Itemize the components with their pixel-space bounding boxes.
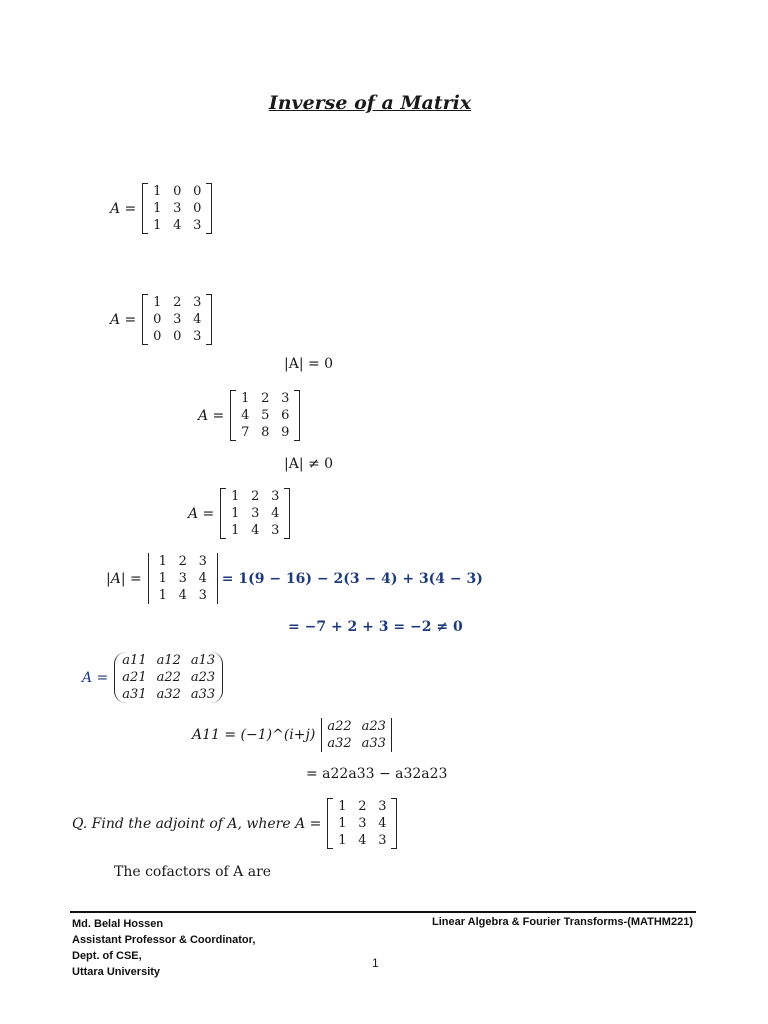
matrix xyxy=(220,488,290,539)
cell: 1 xyxy=(338,833,347,848)
matrix xyxy=(142,294,212,345)
author-university: Uttara University xyxy=(72,966,161,978)
matrix-equation-4 xyxy=(188,488,290,539)
author-role: Assistant Professor & Coordinator, xyxy=(72,934,256,946)
cell: a11 xyxy=(122,653,147,668)
cell: 0 xyxy=(153,329,162,344)
lhs: A = xyxy=(110,311,137,328)
cell: 2 xyxy=(261,391,270,406)
det-text: |A| ≠ 0 xyxy=(284,456,334,472)
cell: 4 xyxy=(198,571,207,586)
cell: a32 xyxy=(327,736,352,751)
cell: 4 xyxy=(251,523,260,538)
cell: 1 xyxy=(231,506,240,521)
cell: 1 xyxy=(153,201,162,216)
cell: 2 xyxy=(173,295,182,310)
cell: 9 xyxy=(281,425,290,440)
cell: 8 xyxy=(261,425,270,440)
cell: a23 xyxy=(190,670,216,685)
cofactors-heading xyxy=(114,864,271,880)
cell: 1 xyxy=(338,799,347,814)
det-text: |A| = 0 xyxy=(284,356,334,372)
matrix-equation-3 xyxy=(198,390,300,441)
generic-matrix-equation xyxy=(82,652,223,703)
cell: 1 xyxy=(158,571,167,586)
cell: 0 xyxy=(173,329,182,344)
cell: 2 xyxy=(178,554,187,569)
cell: 3 xyxy=(358,816,367,831)
cell: 4 xyxy=(271,506,280,521)
cell: 3 xyxy=(198,554,207,569)
cell: 4 xyxy=(173,218,182,233)
footer-divider xyxy=(70,911,696,913)
determinant-expansion xyxy=(106,553,483,604)
cell: 3 xyxy=(378,799,387,814)
cell: a13 xyxy=(190,653,216,668)
cell: 2 xyxy=(358,799,367,814)
cell: 3 xyxy=(271,489,280,504)
cell: 0 xyxy=(173,184,182,199)
cell: 0 xyxy=(193,201,202,216)
cell: 3 xyxy=(173,312,182,327)
cell: a31 xyxy=(122,687,147,702)
determinant-result xyxy=(288,619,463,635)
author-name: Md. Belal Hossen xyxy=(72,918,164,930)
page-title: Inverse of a Matrix xyxy=(268,92,472,114)
determinant-nonzero xyxy=(284,456,333,472)
cell: 1 xyxy=(231,523,240,538)
cell: 1 xyxy=(338,816,347,831)
cell: 0 xyxy=(193,184,202,199)
cell: 3 xyxy=(193,295,202,310)
cell: 1 xyxy=(153,218,162,233)
cell: a23 xyxy=(361,719,386,734)
cell: 4 xyxy=(178,588,187,603)
cell: a32 xyxy=(156,687,181,702)
cell: a33 xyxy=(190,687,216,702)
cell: 4 xyxy=(378,816,387,831)
cell: a12 xyxy=(156,653,181,668)
cell: 1 xyxy=(231,489,240,504)
cofactor-equation xyxy=(192,718,392,752)
cell: 3 xyxy=(378,833,387,848)
cell: 3 xyxy=(193,329,202,344)
cell: a22 xyxy=(156,670,181,685)
question xyxy=(72,798,397,849)
lhs: A = xyxy=(188,505,215,522)
author-dept: Dept. of CSE, xyxy=(72,950,142,962)
matrix xyxy=(114,652,223,703)
cell: 1 xyxy=(153,184,162,199)
cell: 7 xyxy=(241,425,250,440)
result-text: = −7 + 2 + 3 = −2 ≠ 0 xyxy=(288,619,463,635)
lhs: A = xyxy=(82,669,109,686)
lhs: |A| = xyxy=(106,570,142,587)
matrix xyxy=(230,390,300,441)
cell: 3 xyxy=(271,523,280,538)
footer-author-block xyxy=(72,916,255,980)
cell: 5 xyxy=(261,408,270,423)
cell: 3 xyxy=(173,201,182,216)
page-number: 1 xyxy=(372,956,379,970)
lhs: A = xyxy=(198,407,225,424)
cell: 1 xyxy=(153,295,162,310)
cell: a21 xyxy=(122,670,147,685)
cell: 0 xyxy=(153,312,162,327)
cofactor-result xyxy=(306,766,447,782)
cell: 1 xyxy=(241,391,250,406)
matrix xyxy=(327,798,397,849)
lhs: A = xyxy=(110,200,137,217)
cell: 4 xyxy=(241,408,250,423)
cell: 3 xyxy=(193,218,202,233)
cell: 1 xyxy=(158,554,167,569)
cell: 3 xyxy=(251,506,260,521)
cell: 4 xyxy=(193,312,202,327)
matrix xyxy=(142,183,212,234)
determinant xyxy=(148,553,218,604)
cell: 2 xyxy=(251,489,260,504)
cell: a22 xyxy=(327,719,352,734)
cell: 3 xyxy=(178,571,187,586)
cofactors-text: The cofactors of A are xyxy=(114,864,272,880)
lhs: A11 = (−1)^(i+j) xyxy=(192,727,316,743)
minor-determinant xyxy=(321,718,392,752)
cell: 4 xyxy=(358,833,367,848)
matrix-equation-1 xyxy=(110,183,212,234)
determinant-zero xyxy=(284,356,333,372)
cell: 1 xyxy=(158,588,167,603)
question-text: Q. Find the adjoint of A, where A = xyxy=(72,815,322,832)
cell: a33 xyxy=(361,736,386,751)
cell: 3 xyxy=(281,391,290,406)
course-title: Linear Algebra & Fourier Transforms-(MATHM221) xyxy=(432,916,693,928)
matrix-equation-2 xyxy=(110,294,212,345)
cell: 3 xyxy=(198,588,207,603)
result-text: = a22a33 − a32a23 xyxy=(306,766,448,782)
expansion-rhs: = 1(9 − 16) − 2(3 − 4) + 3(4 − 3) xyxy=(221,570,483,587)
cell: 6 xyxy=(281,408,290,423)
